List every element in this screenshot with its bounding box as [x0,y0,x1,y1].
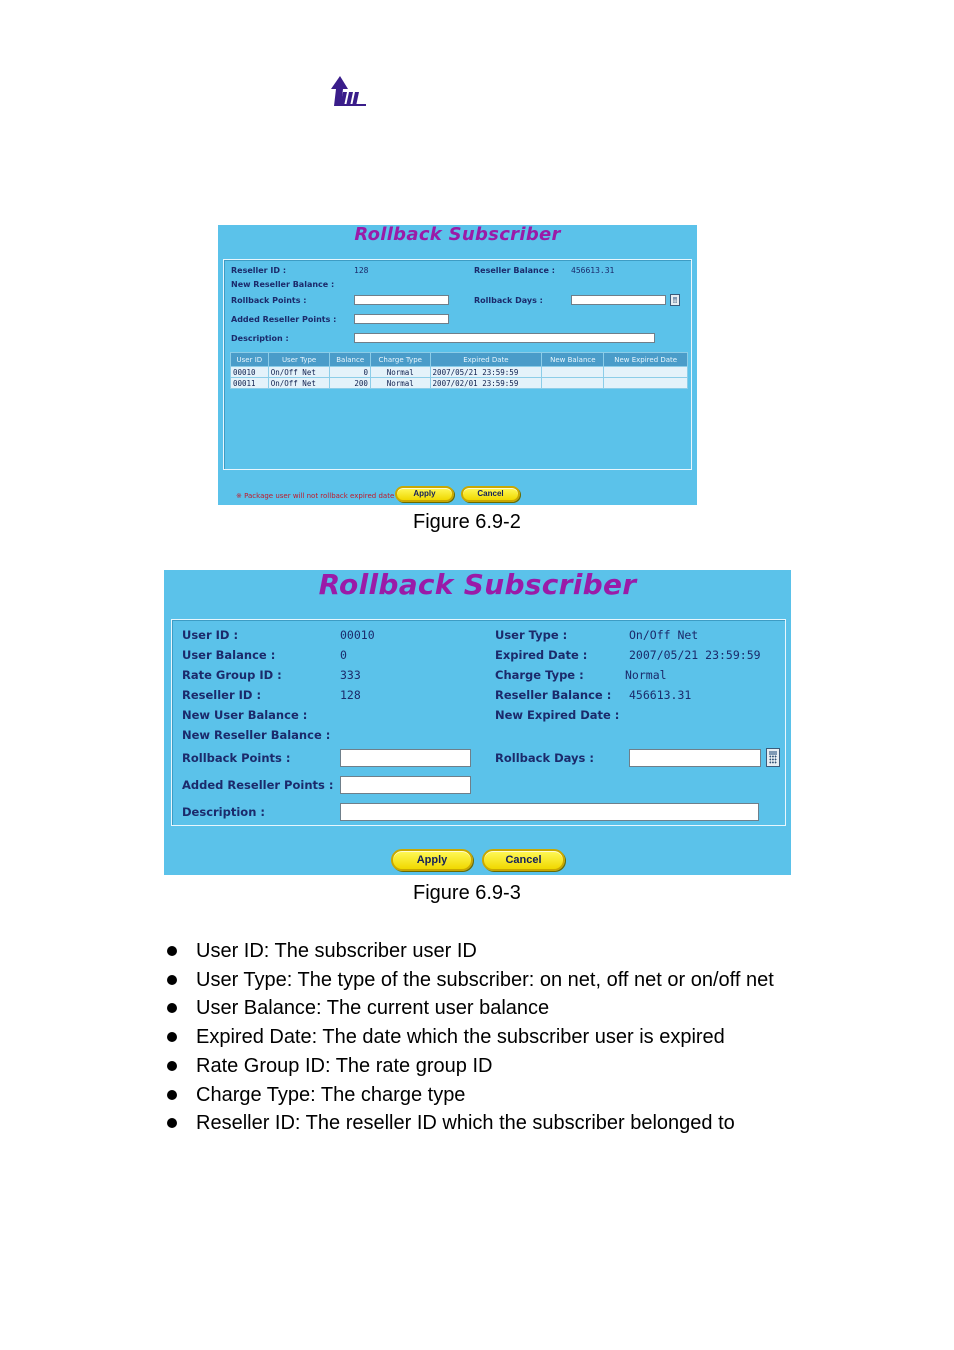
rollback-days-label: Rollback Days : [474,296,543,305]
list-item: Expired Date: The date which the subscriber user is expired [164,1023,780,1052]
added-reseller-points-label: Added Reseller Points : [231,315,337,324]
cell-user-id: 00010 [231,367,269,378]
column-header: New Expired Date [604,353,688,367]
new-expired-date-label: New Expired Date : [495,708,620,722]
column-header: Balance [330,353,371,367]
cell-new-balance [542,367,604,378]
field-description-list [164,937,780,1138]
description-label: Description : [182,805,265,819]
cell-expired-date: 2007/02/01 23:59:59 [430,378,542,389]
added-reseller-points-label: Added Reseller Points : [182,778,334,792]
cancel-button[interactable]: Cancel [482,849,565,871]
rollback-subscriber-panel-large [164,570,791,875]
list-item: Reseller ID: The reseller ID which the subscriber belonged to [164,1109,780,1138]
reseller-id-label: Reseller ID : [231,266,287,275]
reseller-balance-label: Reseller Balance : [474,266,555,275]
column-header: Expired Date [430,353,542,367]
table-row[interactable] [231,378,688,389]
charge-type-value: Normal [625,668,667,682]
form-frame [171,619,786,826]
rollback-subscriber-panel-small [218,225,697,505]
rollback-points-label: Rollback Points : [231,296,307,305]
new-reseller-balance-label: New Reseller Balance : [231,280,335,289]
user-type-value: On/Off Net [629,628,699,642]
reseller-balance-label: Reseller Balance : [495,688,612,702]
subscriber-table [230,352,688,389]
reseller-balance-value: 456613.31 [629,688,692,702]
rollback-points-input[interactable] [354,295,449,305]
list-item: User ID: The subscriber user ID [164,937,780,966]
apply-button[interactable]: Apply [395,486,454,502]
list-item: User Balance: The current user balance [164,994,780,1023]
cell-charge-type: Normal [370,378,430,389]
column-header: User ID [231,353,269,367]
user-id-value: 00010 [340,628,375,642]
description-input[interactable] [354,333,655,343]
calculator-icon[interactable] [670,294,680,306]
rollback-points-input[interactable] [340,749,471,767]
cell-user-type: On/Off Net [268,378,330,389]
figure-caption: Figure 6.9-2 [413,511,521,533]
rate-group-id-label: Rate Group ID : [182,668,282,682]
expired-date-value: 2007/05/21 23:59:59 [629,648,761,662]
figure-caption: Figure 6.9-3 [413,882,521,904]
user-id-label: User ID : [182,628,239,642]
panel-title: Rollback Subscriber [354,224,561,245]
panel-title: Rollback Subscriber [318,568,637,601]
cell-user-id: 00011 [231,378,269,389]
added-reseller-points-input[interactable] [354,314,449,324]
new-user-balance-label: New User Balance : [182,708,308,722]
up-arrow-logo-icon [330,76,368,108]
cancel-button[interactable]: Cancel [461,486,520,502]
expired-date-label: Expired Date : [495,648,588,662]
reseller-balance-value: 456613.31 [571,266,615,275]
reseller-id-value: 128 [340,688,361,702]
cell-expired-date: 2007/05/21 23:59:59 [430,367,542,378]
added-reseller-points-input[interactable] [340,776,471,794]
cell-charge-type: Normal [370,367,430,378]
reseller-id-label: Reseller ID : [182,688,262,702]
description-label: Description : [231,334,289,343]
rollback-points-label: Rollback Points : [182,751,291,765]
reseller-id-value: 128 [354,266,369,275]
apply-button[interactable]: Apply [391,849,473,871]
user-balance-label: User Balance : [182,648,276,662]
column-header: New Balance [542,353,604,367]
cell-new-balance [542,378,604,389]
cell-new-expired-date [604,367,688,378]
rollback-days-label: Rollback Days : [495,751,594,765]
rollback-days-input[interactable] [571,295,666,305]
cell-new-expired-date [604,378,688,389]
charge-type-label: Charge Type : [495,668,584,682]
cell-balance: 200 [330,378,371,389]
list-item: User Type: The type of the subscriber: on net, off net or on/off net [164,966,780,995]
rollback-days-input[interactable] [629,749,761,767]
list-item: Charge Type: The charge type [164,1081,780,1110]
table-header-row [231,353,688,367]
calculator-icon[interactable] [766,748,780,767]
user-balance-value: 0 [340,648,347,662]
user-type-label: User Type : [495,628,568,642]
new-reseller-balance-label: New Reseller Balance : [182,728,331,742]
cell-user-type: On/Off Net [268,367,330,378]
package-note: ※ Package user will not rollback expired date [236,492,395,500]
rate-group-id-value: 333 [340,668,361,682]
column-header: Charge Type [370,353,430,367]
table-row[interactable] [231,367,688,378]
list-item: Rate Group ID: The rate group ID [164,1052,780,1081]
description-input[interactable] [340,803,759,821]
column-header: User Type [268,353,330,367]
cell-balance: 0 [330,367,371,378]
